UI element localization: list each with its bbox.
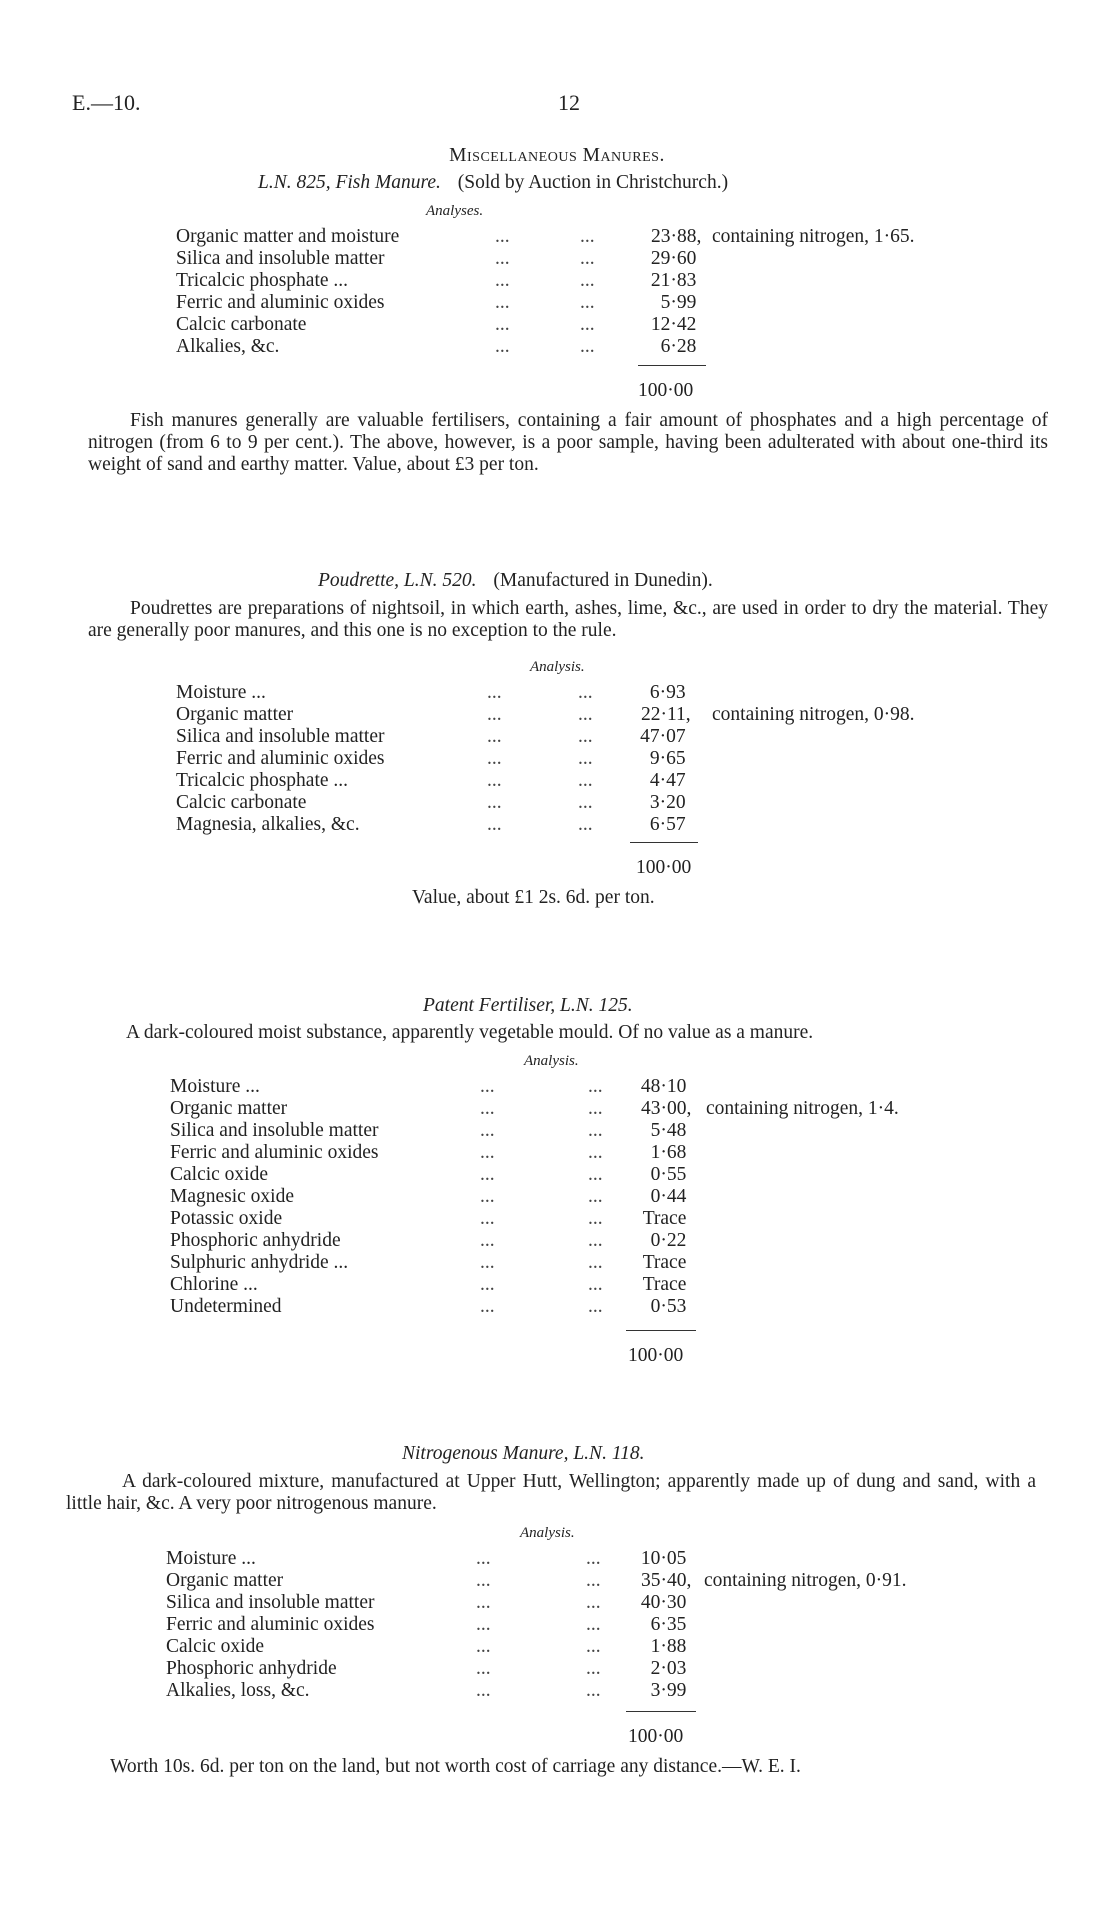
poudrette-value: Value, about £1 2s. 6d. per ton.	[412, 887, 655, 908]
leader-dots: ...	[578, 748, 593, 769]
leader-dots: ...	[578, 704, 593, 725]
table-row	[170, 1186, 1026, 1208]
poudrette-title	[318, 570, 713, 592]
table-row	[176, 314, 1032, 336]
leader-dots: ...	[487, 748, 502, 769]
row-label: Organic matter	[176, 704, 294, 725]
poudrette-paragraph: Poudrettes are preparations of nightsoil, in which earth, ashes, lime, &c., are used in order to dry the material. They are generally poor manures, and this one is no exception to the rule.	[88, 598, 1048, 641]
table-row	[176, 814, 1032, 836]
table-row	[170, 1252, 1026, 1274]
patent-fertiliser-title: Patent Fertiliser, L.N. 125.	[423, 995, 633, 1016]
leader-dots: ...	[588, 1252, 603, 1273]
row-label: Silica and insoluble matter	[166, 1592, 375, 1613]
row-value: 48·10	[640, 1076, 687, 1097]
table-row	[166, 1614, 1024, 1636]
leader-dots: ...	[588, 1230, 603, 1251]
leader-dots: ...	[588, 1208, 603, 1229]
section-heading: Miscellaneous Manures.	[449, 145, 665, 166]
leader-dots: ...	[480, 1252, 495, 1273]
table-row	[176, 704, 1032, 726]
leader-dots: ...	[578, 814, 593, 835]
row-label: Alkalies, loss, &c.	[166, 1680, 310, 1701]
nitrogenous-manure-footer: Worth 10s. 6d. per ton on the land, but not worth cost of carriage any distance.—W. E. I.	[110, 1756, 801, 1777]
fish-manure-total-rule	[638, 365, 706, 366]
poudrette-title-extra: (Manufactured in Dunedin).	[493, 570, 713, 591]
row-label: Ferric and aluminic oxides	[170, 1142, 379, 1163]
table-row	[176, 682, 1032, 704]
table-row	[176, 748, 1032, 770]
poudrette-total: 100·00	[636, 857, 692, 878]
poudrette-total-rule	[630, 842, 698, 843]
row-label: Silica and insoluble matter	[170, 1120, 379, 1141]
leader-dots: ...	[480, 1098, 495, 1119]
row-label: Alkalies, &c.	[176, 336, 280, 357]
fish-manure-total: 100·00	[638, 380, 694, 401]
nitrogenous-manure-title: Nitrogenous Manure, L.N. 118.	[402, 1443, 645, 1464]
leader-dots: ...	[480, 1142, 495, 1163]
row-label: Magnesia, alkalies, &c.	[176, 814, 360, 835]
row-value: 4·47	[649, 770, 686, 791]
row-value: 43·00,	[641, 1098, 692, 1119]
leader-dots: ...	[588, 1186, 603, 1207]
table-row	[166, 1636, 1024, 1658]
leader-dots: ...	[495, 226, 510, 247]
poudrette-title-main: Poudrette, L.N. 520.	[318, 570, 477, 591]
leader-dots: ...	[476, 1592, 491, 1613]
row-note: containing nitrogen, 1·65.	[712, 226, 915, 247]
leader-dots: ...	[580, 270, 595, 291]
nitrogenous-manure-paragraph: A dark-coloured mixture, manufactured at Upper Hutt, Wellington; apparently made up of dung and sand, with a little hair, &c. A very poor nitrogenous manure.	[66, 1471, 1036, 1514]
table-row	[176, 336, 1032, 358]
row-label: Silica and insoluble matter	[176, 248, 385, 269]
row-label: Potassic oxide	[170, 1208, 283, 1229]
leader-dots: ...	[476, 1636, 491, 1657]
leader-dots: ...	[487, 726, 502, 747]
table-row	[170, 1230, 1026, 1252]
table-row	[166, 1592, 1024, 1614]
leader-dots: ...	[480, 1274, 495, 1295]
row-value: 29·60	[650, 248, 697, 269]
row-note: containing nitrogen, 1·4.	[706, 1098, 899, 1119]
leader-dots: ...	[588, 1296, 603, 1317]
page-number: 12	[558, 90, 580, 115]
row-value: 1·88	[650, 1636, 687, 1657]
leader-dots: ...	[578, 792, 593, 813]
table-row	[170, 1142, 1026, 1164]
row-label: Organic matter and moisture	[176, 226, 400, 247]
row-note: containing nitrogen, 0·98.	[712, 704, 915, 725]
patent-fertiliser-paragraph: A dark-coloured moist substance, apparently vegetable mould. Of no value as a manure.	[126, 1022, 814, 1043]
table-row	[166, 1548, 1024, 1570]
leader-dots: ...	[480, 1208, 495, 1229]
leader-dots: ...	[480, 1164, 495, 1185]
leader-dots: ...	[580, 336, 595, 357]
row-label: Organic matter	[170, 1098, 288, 1119]
row-label: Ferric and aluminic oxides	[176, 748, 385, 769]
row-value: 6·57	[649, 814, 686, 835]
row-label: Phosphoric anhydride	[170, 1230, 341, 1251]
row-value: 3·20	[649, 792, 686, 813]
table-row	[170, 1076, 1026, 1098]
leader-dots: ...	[495, 314, 510, 335]
row-value: 2·03	[650, 1658, 687, 1679]
leader-dots: ...	[487, 704, 502, 725]
leader-dots: ...	[487, 770, 502, 791]
leader-dots: ...	[586, 1636, 601, 1657]
row-value: 0·44	[650, 1186, 687, 1207]
leader-dots: ...	[588, 1120, 603, 1141]
fish-manure-paragraph: Fish manures generally are valuable fertilisers, containing a fair amount of phosphates and a high percentage of nitrogen (from 6 to 9 per cent.). The above, however, is a poor sample, having been adulterated with about one-third its weight of sand and earthy matter. Value, about £3 per ton.	[88, 410, 1048, 475]
leader-dots: ...	[480, 1120, 495, 1141]
row-value: 6·28	[660, 336, 697, 357]
leader-dots: ...	[580, 248, 595, 269]
row-note: containing nitrogen, 0·91.	[704, 1570, 907, 1591]
patent-fertiliser-analysis-label: Analysis.	[524, 1053, 579, 1069]
nitrogenous-manure-analysis-label: Analysis.	[520, 1525, 575, 1541]
leader-dots: ...	[495, 270, 510, 291]
leader-dots: ...	[578, 726, 593, 747]
row-value: 22·11,	[641, 704, 691, 725]
row-label: Ferric and aluminic oxides	[176, 292, 385, 313]
row-value: 3·99	[650, 1680, 687, 1701]
row-value: 12·42	[650, 314, 697, 335]
table-row	[170, 1296, 1026, 1318]
leader-dots: ...	[586, 1680, 601, 1701]
leader-dots: ...	[476, 1658, 491, 1679]
leader-dots: ...	[487, 814, 502, 835]
leader-dots: ...	[586, 1614, 601, 1635]
leader-dots: ...	[480, 1186, 495, 1207]
leader-dots: ...	[586, 1570, 601, 1591]
nitrogenous-manure-total: 100·00	[628, 1726, 684, 1747]
row-label: Moisture ...	[166, 1548, 256, 1569]
leader-dots: ...	[586, 1548, 601, 1569]
leader-dots: ...	[487, 682, 502, 703]
table-row	[176, 792, 1032, 814]
nitrogenous-manure-total-rule	[626, 1711, 696, 1712]
table-row	[176, 270, 1032, 292]
patent-fertiliser-total-rule	[626, 1330, 696, 1331]
leader-dots: ...	[588, 1142, 603, 1163]
table-row	[170, 1120, 1026, 1142]
row-value: 1·68	[650, 1142, 687, 1163]
table-row	[176, 292, 1032, 314]
row-value: 35·40,	[641, 1570, 692, 1591]
leader-dots: ...	[580, 226, 595, 247]
row-label: Calcic carbonate	[176, 314, 307, 335]
row-value: 6·35	[650, 1614, 687, 1635]
leader-dots: ...	[588, 1076, 603, 1097]
leader-dots: ...	[476, 1570, 491, 1591]
leader-dots: ...	[586, 1592, 601, 1613]
leader-dots: ...	[476, 1680, 491, 1701]
row-value: 40·30	[640, 1592, 687, 1613]
row-value: 10·05	[640, 1548, 687, 1569]
row-value: 21·83	[650, 270, 697, 291]
table-row	[166, 1570, 1024, 1592]
row-value: 6·93	[649, 682, 686, 703]
row-label: Ferric and aluminic oxides	[166, 1614, 375, 1635]
row-value: 5·99	[660, 292, 697, 313]
row-label: Moisture ...	[170, 1076, 260, 1097]
leader-dots: ...	[588, 1098, 603, 1119]
leader-dots: ...	[476, 1548, 491, 1569]
fish-manure-title-main: L.N. 825, Fish Manure.	[258, 172, 441, 193]
leader-dots: ...	[588, 1164, 603, 1185]
leader-dots: ...	[578, 770, 593, 791]
leader-dots: ...	[476, 1614, 491, 1635]
leader-dots: ...	[480, 1296, 495, 1317]
leader-dots: ...	[480, 1230, 495, 1251]
row-value: Trace	[642, 1208, 687, 1229]
table-row	[176, 726, 1032, 748]
patent-fertiliser-total: 100·00	[628, 1345, 684, 1366]
row-label: Sulphuric anhydride ...	[170, 1252, 349, 1273]
row-label: Phosphoric anhydride	[166, 1658, 337, 1679]
table-row	[170, 1164, 1026, 1186]
table-row	[170, 1208, 1026, 1230]
row-value: Trace	[642, 1252, 687, 1273]
table-row	[176, 248, 1032, 270]
row-label: Organic matter	[166, 1570, 284, 1591]
table-row	[170, 1274, 1026, 1296]
poudrette-analysis-label: Analysis.	[530, 659, 585, 675]
leader-dots: ...	[495, 248, 510, 269]
leader-dots: ...	[586, 1658, 601, 1679]
row-label: Calcic carbonate	[176, 792, 307, 813]
row-label: Calcic oxide	[170, 1164, 269, 1185]
fish-manure-title	[258, 172, 728, 194]
fish-manure-title-extra: (Sold by Auction in Christchurch.)	[457, 172, 729, 193]
table-row	[166, 1680, 1024, 1702]
leader-dots: ...	[487, 792, 502, 813]
table-row	[166, 1658, 1024, 1680]
row-label: Chlorine ...	[170, 1274, 258, 1295]
row-value: 9·65	[649, 748, 686, 769]
row-label: Undetermined	[170, 1296, 282, 1317]
row-label: Magnesic oxide	[170, 1186, 295, 1207]
row-label: Moisture ...	[176, 682, 266, 703]
row-value: 47·07	[640, 726, 686, 747]
table-row	[176, 770, 1032, 792]
leader-dots: ...	[580, 292, 595, 313]
fish-manure-analysis-label: Analyses.	[426, 203, 484, 219]
leader-dots: ...	[480, 1076, 495, 1097]
table-row	[176, 226, 1032, 248]
row-value: 0·53	[650, 1296, 687, 1317]
table-row	[170, 1098, 1026, 1120]
row-value: 0·22	[650, 1230, 687, 1251]
row-label: Tricalcic phosphate ...	[176, 770, 349, 791]
leader-dots: ...	[578, 682, 593, 703]
row-value: 5·48	[650, 1120, 687, 1141]
row-label: Tricalcic phosphate ...	[176, 270, 349, 291]
leader-dots: ...	[495, 292, 510, 313]
row-label: Silica and insoluble matter	[176, 726, 385, 747]
row-value: Trace	[642, 1274, 687, 1295]
leader-dots: ...	[588, 1274, 603, 1295]
leader-dots: ...	[495, 336, 510, 357]
row-value: 0·55	[650, 1164, 687, 1185]
row-label: Calcic oxide	[166, 1636, 265, 1657]
row-value: 23·88,	[651, 226, 702, 247]
leader-dots: ...	[580, 314, 595, 335]
page-reference: E.—10.	[72, 90, 141, 115]
